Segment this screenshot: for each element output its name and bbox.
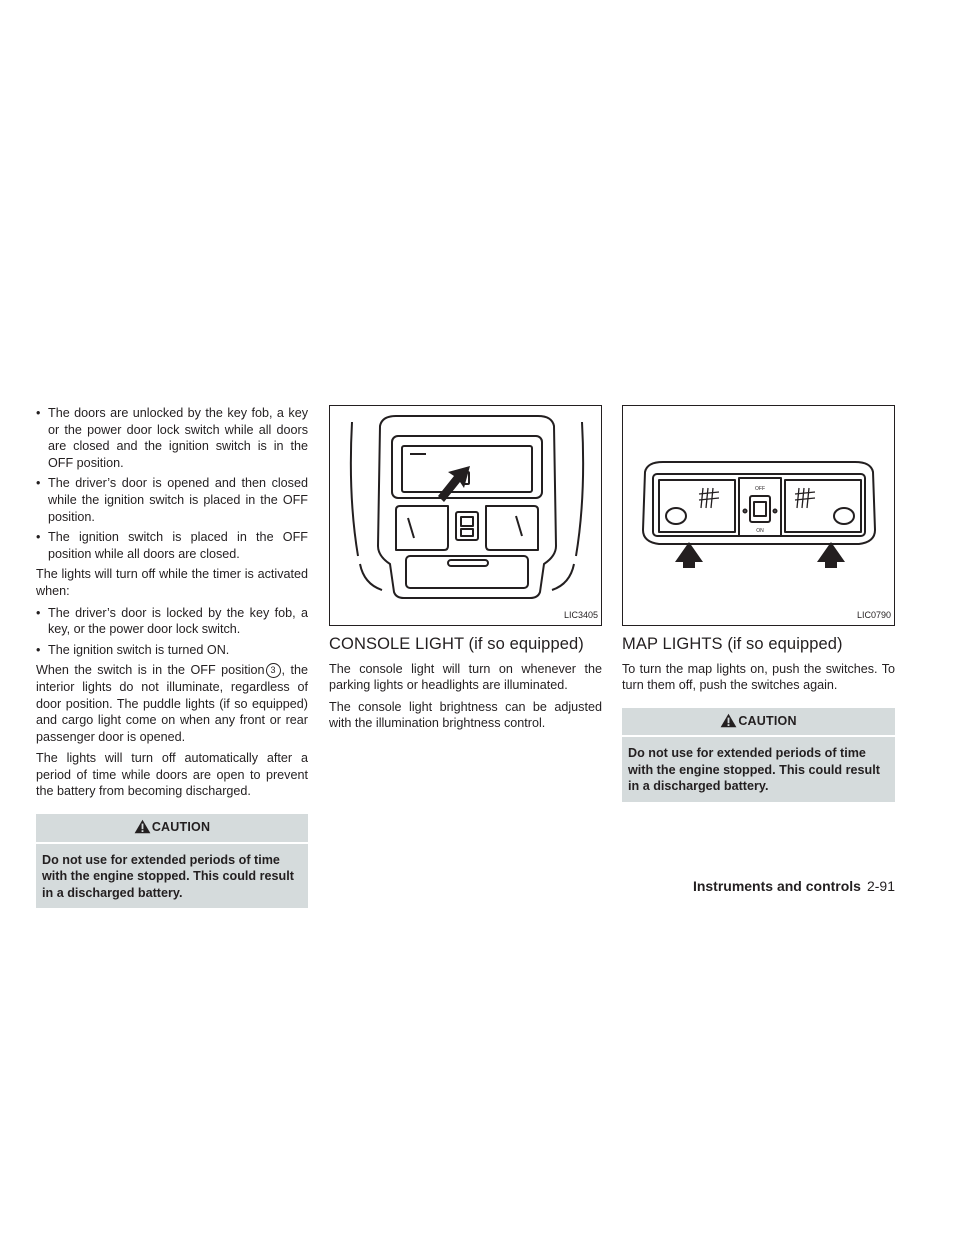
list-item: • The ignition switch is turned ON. (36, 642, 308, 659)
map-lights-illustration (623, 406, 894, 625)
switch-on-label: ON (756, 528, 764, 534)
caution-header: CAUTION (622, 708, 895, 738)
list-item: • The ignition switch is placed in the OFF position while all doors are closed. (36, 529, 308, 562)
page-footer (693, 878, 895, 894)
figure-code: LIC0790 (856, 610, 891, 621)
map-lights-figure (622, 405, 895, 626)
console-para-2: The console light brightness can be adjusted with the illumination brightness control. (329, 699, 602, 731)
console-para-1: The console light will turn on whenever the parking lights or headlights are illuminated. (329, 661, 602, 693)
column-middle (329, 405, 602, 737)
caution-text: Do not use for extended periods of time with the engine stopped. This could result in a discharged battery. (628, 746, 880, 794)
section-heading: CONSOLE LIGHT (if so equipped) (329, 635, 584, 653)
callout-marker: 3 (266, 663, 281, 678)
warning-triangle-icon (720, 713, 737, 728)
auto-off-paragraph: The lights will turn off automatically after a period of time while doors are open to prevent the battery from becoming discharged. (36, 751, 308, 799)
column-left (36, 405, 308, 908)
caution-header: CAUTION (36, 814, 308, 844)
list-item: • The driver’s door is opened and then closed while the ignition switch is placed in the OFF position. (36, 475, 308, 525)
switch-off-label: OFF (755, 486, 765, 492)
warning-triangle-icon (134, 819, 151, 834)
figure-code: LIC3405 (563, 610, 598, 621)
list-item: • The doors are unlocked by the key fob, a key or the power door lock switch while all doors are closed and the ignition switch is in the OFF position. (36, 405, 308, 471)
off-position-paragraph: When the switch is in the OFF position 3 , the interior lights do not illuminate, regardless of door position. The puddle lights (if so equipped) and cargo light come on when any front or rear passenger door is opened. (36, 663, 308, 744)
caution-box (622, 708, 895, 802)
timer-intro: The lights will turn off while the timer is activated when: (36, 567, 308, 598)
section-heading: MAP LIGHTS (if so equipped) (622, 635, 843, 653)
column-right (622, 405, 895, 802)
page-number: 2-91 (866, 878, 895, 894)
caution-text: Do not use for extended periods of time with the engine stopped. This could result in a discharged battery. (42, 852, 294, 900)
map-para-1: To turn the map lights on, push the switches. To turn them off, push the switches again. (622, 661, 895, 693)
console-light-illustration (330, 406, 601, 625)
arrow-up-icon (817, 542, 845, 568)
arrow-up-icon (675, 542, 703, 568)
console-light-figure (329, 405, 602, 626)
caution-box (36, 814, 308, 908)
timer-conditions-list (36, 605, 308, 659)
footer-section: Instruments and controls (692, 878, 861, 894)
list-item: • The driver’s door is locked by the key fob, a key, or the power door lock switch. (36, 605, 308, 638)
unlock-conditions-list (36, 405, 308, 562)
